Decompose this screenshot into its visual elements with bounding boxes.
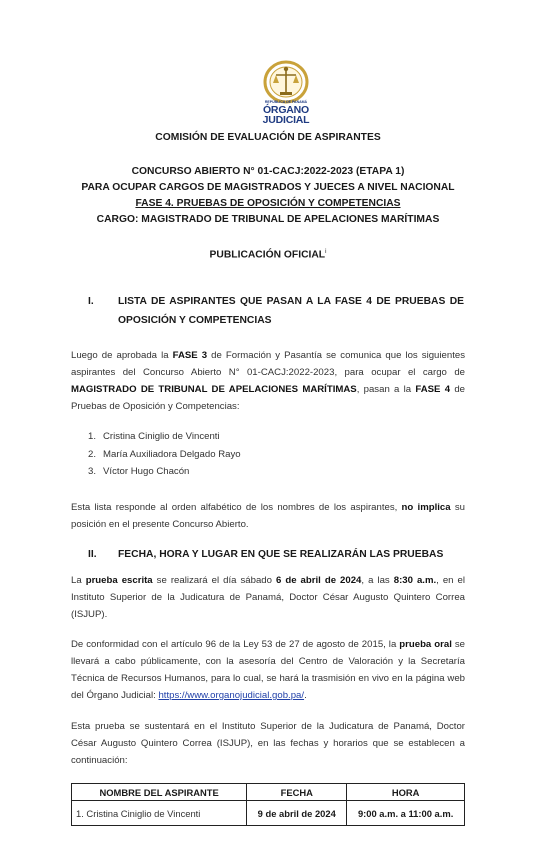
cell-candidate-name: 1. Cristina Ciniglio de Vincenti [72,801,247,826]
written-test-paragraph: La prueba escrita se realizará el día sábado 6 de abril de 2024, a las 8:30 a.m., en el Instituto Superior de la Judicatura de Panamá, Doctor César Augusto Quintero Correa (ISJUP). [71,575,465,620]
phase-title-wrap [0,198,536,209]
cell-time: 9:00 a.m. a 11:00 a.m. [347,801,465,826]
cell-date: 9 de abril de 2024 [247,801,347,826]
organo-judicial-link[interactable]: https://www.organojudicial.gob.pa/ [158,690,305,701]
schedule-table [71,783,465,826]
publication-heading [0,249,536,260]
table-row [72,801,465,826]
publication-title: PUBLICACIÓN OFICIAL [209,249,326,261]
list-item: 2. María Auxiliadora Delgado Rayo [88,446,241,464]
purpose-title: PARA OCUPAR CARGOS DE MAGISTRADOS Y JUECES A NIVEL NACIONAL [81,182,455,193]
publication-footnote-mark[interactable]: i [325,249,327,255]
position-title: CARGO: MAGISTRADO DE TRIBUNAL DE APELACIONES MARÍTIMAS [96,214,440,225]
list-item: 1. Cristina Ciniglio de Vincenti [88,428,241,446]
logo-top-text: REPÚBLICA DE PANAMÁ [264,100,308,104]
phase-title: FASE 4. PRUEBAS DE OPOSICIÓN Y COMPETENCIAS [135,198,401,209]
list-item: 3. Víctor Hugo Chacón [88,463,241,481]
section2-number: II. [88,549,97,560]
section1-title: LISTA DE ASPIRANTES QUE PASAN A LA FASE 4 DE PRUEBAS DE OPOSICIÓN Y COMPETENCIAS [118,296,464,326]
candidate-name: Víctor Hugo Chacón [103,466,190,477]
logo-line2: JUDICIAL [262,114,310,126]
section2-title: FECHA, HORA Y LUGAR EN QUE SE REALIZARÁN LAS PRUEBAS [118,549,444,560]
table-header-row [72,784,465,801]
logo-line1: ÓRGANO [262,104,310,116]
contest-title: CONCURSO ABIERTO N° 01-CACJ:2022-2023 (ETAPA 1) [131,166,405,177]
oral-test-paragraph: De conformidad con el artículo 96 de la Ley 53 de 27 de agosto de 2015, la prueba oral se llevará a cabo públicamente, con la asesoría del Centro de Valoración y la Secretaría Técnica de Recursos Humanos, para lo cual, se hará la trasmisión en vivo en la página web del Órgano Judicial: https://www.organojudicial.gob.pa/. [71,639,465,701]
col-header-time: HORA [347,784,465,801]
col-header-date: FECHA [247,784,347,801]
candidate-name: María Auxiliadora Delgado Rayo [103,448,241,460]
col-header-name: NOMBRE DEL ASPIRANTE [72,784,247,801]
candidate-list [88,428,241,481]
commission-title: COMISIÓN DE EVALUACIÓN DE ASPIRANTES [155,132,381,143]
section1-note: Esta lista responde al orden alfabético de los nombres de los aspirantes, no implica su posición en el presente Concurso Abierto. [71,502,465,530]
schedule-intro: Esta prueba se sustentará en el Instituto Superior de la Judicatura de Panamá, Doctor César Augusto Quintero Correa (ISJUP), en las fechas y horarios que se establecen a continuación: [71,721,465,766]
candidate-name: Cristina Ciniglio de Vincenti [103,431,220,442]
logo-wordmark [250,100,322,125]
section1-number: I. [88,296,94,307]
section1-intro: Luego de aprobada la FASE 3 de Formación y Pasantía se comunica que los siguientes aspirantes del Concurso Abierto N° 01-CACJ:2022-2023, para ocupar el cargo de MAGISTRADO DE TRIBUNAL DE APELACIONES MARÍTIMAS, pasan a la FASE 4 de Pruebas de Oposición y Competencias: [71,350,466,412]
